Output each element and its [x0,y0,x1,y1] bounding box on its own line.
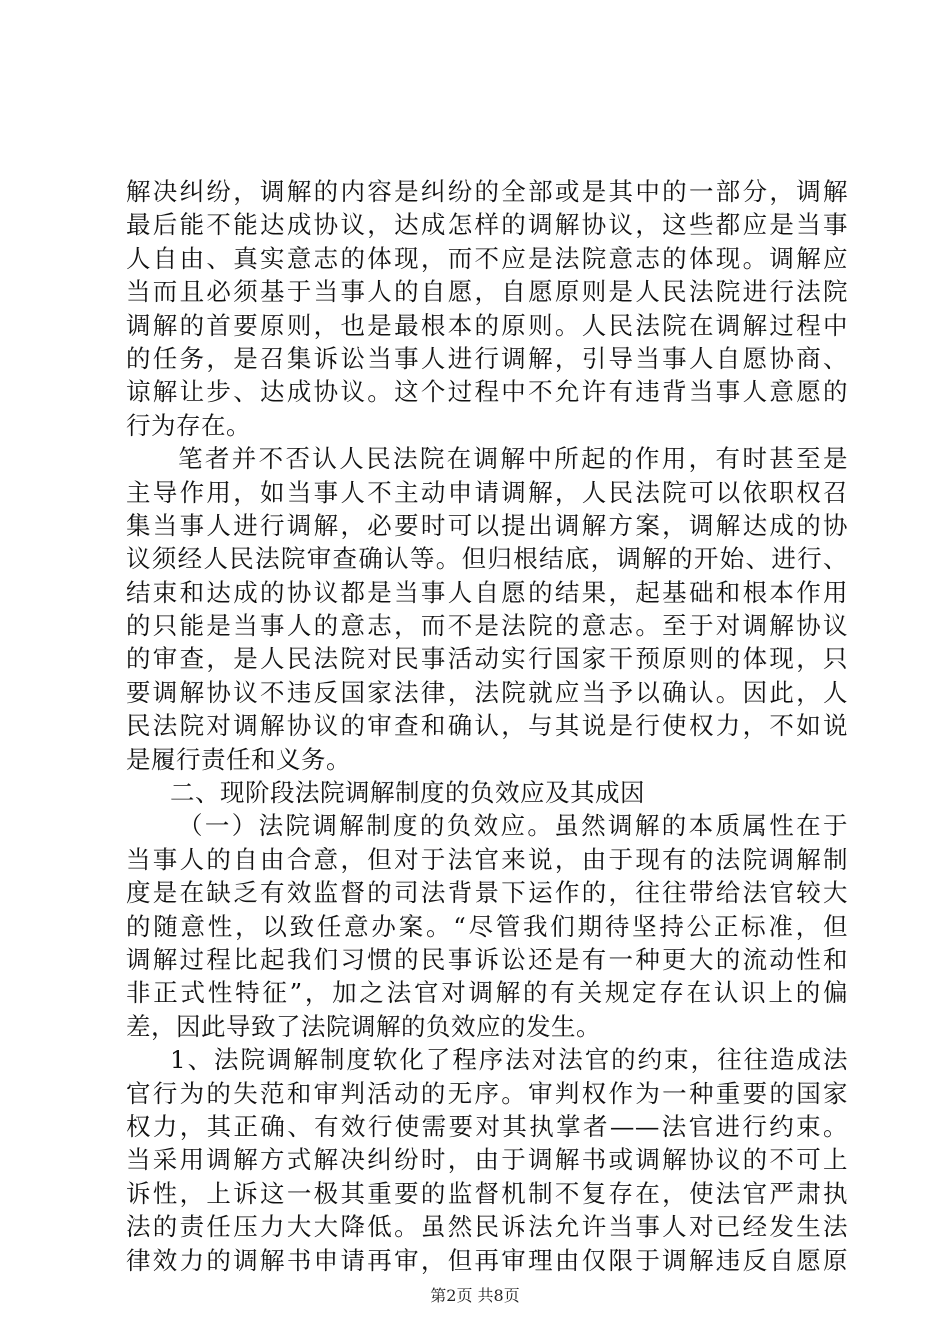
text-line: 人自由、真实意志的体现，而不应是法院意志的体现。调解应 [126,243,848,273]
text-line: 的审查，是人民法院对民事活动实行国家干预原则的体现，只 [126,644,848,674]
text-line: 1、法院调解制度软化了程序法对法官的约束，往往造成法 [170,1045,848,1075]
text-line: 要调解协议不违反国家法律，法院就应当予以确认。因此，人 [126,677,848,707]
document-body [126,175,848,1277]
text-line: 度是在缺乏有效监督的司法背景下运作的，往往带给法官较大 [126,878,848,908]
text-line: 主导作用，如当事人不主动申请调解，人民法院可以依职权召 [126,477,848,507]
text-line: 差，因此导致了法院调解的负效应的发生。 [126,1011,601,1041]
page-footer: 第2页 共8页 [430,1286,520,1305]
text-line: 非正式性特征”，加之法官对调解的有关规定存在认识上的偏 [126,978,848,1008]
text-line: 法的责任压力大大降低。虽然民诉法允许当事人对已经发生法 [126,1212,848,1242]
text-line: 最后能不能达成协议，达成怎样的调解协议，这些都应是当事 [126,210,848,240]
text-line: 集当事人进行调解，必要时可以提出调解方案，调解达成的协 [126,510,848,540]
text-line: 诉性，上诉这一极其重要的监督机制不复存在，使法官严肃执 [126,1178,848,1208]
text-line: 解决纠纷，调解的内容是纠纷的全部或是其中的一部分，调解 [126,177,848,206]
text-line: 民法院对调解协议的审查和确认，与其说是行使权力，不如说 [126,711,848,741]
text-line: 笔者并不否认人民法院在调解中所起的作用，有时甚至是 [178,444,848,474]
text-line: 结束和达成的协议都是当事人自愿的结果，起基础和根本作用 [126,577,848,607]
text-line: 二、现阶段法院调解制度的负效应及其成因 [170,778,645,808]
text-line: 官行为的失范和审判活动的无序。审判权作为一种重要的国家 [126,1078,848,1108]
text-line: 当而且必须基于当事人的自愿，自愿原则是人民法院进行法院 [126,277,848,307]
text-line: 的只能是当事人的意志，而不是法院的意志。至于对调解协议 [126,611,848,641]
text-line: 谅解让步、达成协议。这个过程中不允许有违背当事人意愿的 [126,377,848,407]
text-line: 权力，其正确、有效行使需要对其执掌者——法官进行约束。 [126,1111,848,1141]
text-line: 的任务，是召集诉讼当事人进行调解，引导当事人自愿协商、 [126,343,848,373]
text-line: 调解的首要原则，也是最根本的原则。人民法院在调解过程中 [126,310,848,340]
text-line: 的随意性，以致任意办案。“尽管我们期待坚持公正标准，但 [126,911,848,941]
text-line: 调解过程比起我们习惯的民事诉讼还是有一种更大的流动性和 [126,944,848,974]
text-line: 当采用调解方式解决纠纷时，由于调解书或调解协议的不可上 [126,1145,848,1175]
text-line: 是履行责任和义务。 [126,744,351,774]
text-line: 当事人的自由合意，但对于法官来说，由于现有的法院调解制 [126,844,848,874]
text-line: 议须经人民法院审查确认等。但归根结底，调解的开始、进行、 [126,544,848,574]
text-line: 律效力的调解书申请再审，但再审理由仅限于调解违反自愿原 [126,1245,848,1275]
text-line: 行为存在。 [126,410,251,440]
text-line: （一）法院调解制度的负效应。虽然调解的本质属性在于 [178,811,848,841]
